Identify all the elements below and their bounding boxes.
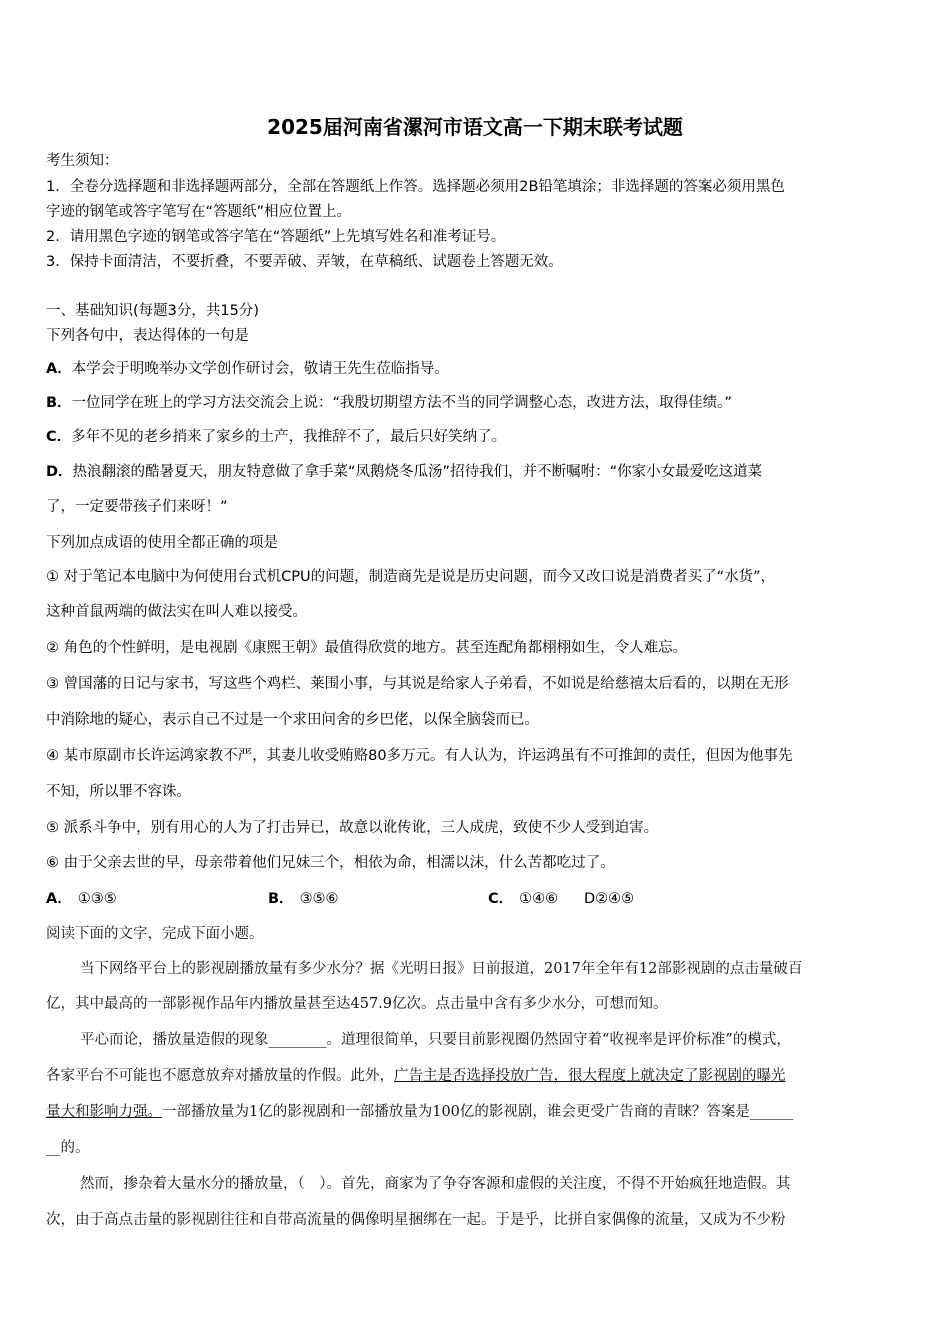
notice-item: 字迹的钢笔或答字笔写在“答题纸”相应位置上。 [46,204,352,220]
notice-item: 1．全卷分选择题和非选择题两部分，全部在答题纸上作答。选择题必须用2B铅笔填涂；非选择题的答案必须用黑色 [46,179,785,195]
idiom-item: 中消除地的疑心，表示自己不过是一个求田问舍的乡巴佬，以保全脑袋而已。 [46,712,539,728]
passage-line [46,1065,906,1087]
option-text: 多年不见的老乡捎来了家乡的土产，我推辞不了，最后只好笑纳了。 [71,429,507,445]
answer-options [46,888,906,910]
idiom-item: ④ 某市原副市长许运鸿家教不严，其妻儿收受贿赂80多万元。有人认为，许运鸿虽有不可推卸的责任，但因为他事先 [46,748,793,764]
passage-line: 亿，其中最高的一部影视作品年内播放量甚至达457.9亿次。点击量中含有多少水分，可想而知。 [46,996,668,1012]
option-text: 本学会于明晚举办文学创作研讨会，敬请王先生莅临指导。 [71,361,449,377]
underlined-sentence: 广告主是否选择投放广告，很大程度上就决定了影视剧的曝光 [394,1068,786,1084]
option-b [46,392,906,414]
passage-line: __的。 [46,1140,90,1156]
option-label: A． [46,361,72,377]
idiom-item: ⑥ 由于父亲去世的早，母亲带着他们兄妹三个，相依为命，相濡以沫，什么苦都吃过了。 [46,855,615,871]
notice-item: 2．请用黑色字迹的钢笔或答字笔在“答题纸”上先填写姓名和准考证号。 [46,229,506,245]
answer-option-a: A． ①③⑤ [46,891,117,907]
passage-text: 各家平台不可能也不愿意放弃对播放量的作假。此外， [46,1068,394,1084]
option-label: B． [46,395,72,411]
passage-text: 一部播放量为1亿的影视剧和一部播放量为100亿的影视剧，谁会更受广告商的青睐？答案是______ [162,1104,794,1120]
reading-intro: 阅读下面的文字，完成下面小题。 [46,926,264,942]
page-title: 2025届河南省漯河市语文高一下期末联考试题 [267,115,683,139]
passage-line: 然而，掺杂着大量水分的播放量，（ ）。首先，商家为了争夺客源和虚假的关注度，不得不开始疯狂地造假。其 [80,1176,791,1192]
question-stem: 下列各句中，表达得体的一句是 [46,328,249,344]
section-heading: 一、基础知识(每题3分，共15分) [46,303,259,319]
answer-option-d: D②④⑤ [584,891,635,907]
option-a [46,358,906,380]
idiom-item: ① 对于笔记本电脑中为何使用台式机CPU的问题，制造商先是说是历史问题，而今又改口说是消费者买了“水货”， [46,569,776,585]
option-text: 热浪翻滚的酷暑夏天，朋友特意做了拿手菜“凤鹅烧冬瓜汤”招待我们，并不断嘱咐：“你家小女最爱吃这道菜 [72,464,763,480]
passage-line [46,1101,906,1123]
answer-option-c: C． ①④⑥ [488,891,559,907]
option-text: 一位同学在班上的学习方法交流会上说：“我殷切期望方法不当的同学调整心态，改进方法，取得佳绩。” [71,395,732,411]
idiom-item: ② 角色的个性鲜明，是电视剧《康熙王朝》最值得欣赏的地方。甚至连配角都栩栩如生，令人难忘。 [46,640,688,656]
option-label: D． [46,464,73,480]
notice-item: 3．保持卡面清洁，不要折叠，不要弄破、弄皱，在草稿纸、试题卷上答题无效。 [46,254,563,270]
option-c [46,426,906,448]
underlined-sentence: 量大和影响力强。 [46,1104,162,1120]
option-d [46,461,906,483]
option-d-continued: 了，一定要带孩子们来呀！” [46,499,228,515]
question-stem: 下列加点成语的使用全都正确的项是 [46,535,278,551]
answer-option-b: B． ③⑤⑥ [268,891,339,907]
option-label: C． [46,429,72,445]
passage-line: 平心而论，播放量造假的现象________。道理很简单，只要目前影视圈仍然固守着“收视率是评价标准”的模式， [80,1032,791,1048]
idiom-item: 不知，所以罪不容诛。 [46,784,191,800]
idiom-item: ③ 曾国藩的日记与家书，写这些个鸡栏、莱围小事，与其说是给家人子弟看，不如说是给慈禧太后看的，以期在无形 [46,676,789,692]
passage-line: 当下网络平台上的影视剧播放量有多少水分？据《光明日报》日前报道，2017年全年有12部影视剧的点击量破百 [80,961,803,977]
passage-line: 次，由于高点击量的影视剧往往和自带高流量的偶像明星捆绑在一起。于是乎，比拼自家偶像的流量，又成为不少粉 [46,1212,786,1228]
idiom-item: 这种首鼠两端的做法实在叫人难以接受。 [46,604,307,620]
notice-heading: 考生须知： [46,153,119,169]
idiom-item: ⑤ 派系斗争中，别有用心的人为了打击异已，故意以讹传讹，三人成虎，致使不少人受到迫害。 [46,820,659,836]
